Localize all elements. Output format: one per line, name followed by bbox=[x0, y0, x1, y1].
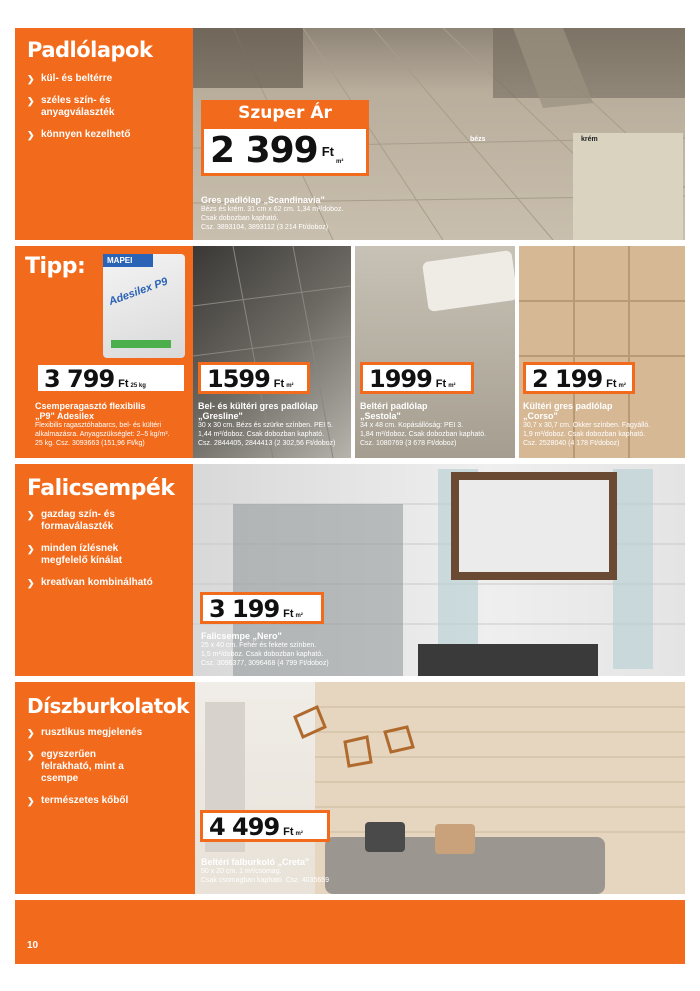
product-line: 30,7 x 30,7 cm. Okker színben. Fagyálló. bbox=[523, 422, 651, 429]
product-line: Csz. 2528040 (4 178 Ft/doboz) bbox=[523, 440, 620, 447]
feature-item: ❯ gazdag szín- és formaválaszték bbox=[27, 509, 142, 533]
price-value: 4 499 bbox=[209, 813, 280, 841]
product-line: Bézs és krém. 31 cm x 62 cm. 1,34 m²/doboz. bbox=[201, 206, 344, 213]
price-tag bbox=[198, 362, 310, 394]
feature-item: ❯ minden ízlésnek megfelelő kínálat bbox=[27, 543, 142, 567]
feature-list bbox=[27, 727, 147, 817]
product-line: Csz. 2844405, 2844413 (2 302,56 Ft/doboz) bbox=[198, 440, 336, 447]
swatch-label-beige: bézs bbox=[470, 136, 486, 143]
product-line: 50 x 20 cm. 1 m²/csomag. bbox=[201, 868, 282, 875]
price-value: 2 199 bbox=[532, 365, 603, 393]
product-line: Csak csomagban kapható. Csz. 4035659 bbox=[201, 877, 330, 884]
price-currency: Ft bbox=[273, 378, 285, 390]
price-currency: Ft bbox=[321, 143, 335, 159]
product-line: 30 x 30 cm. Bézs és szürke színben. PEI 5. bbox=[198, 422, 334, 429]
price-value: 2 399 bbox=[210, 130, 318, 171]
price-tag bbox=[360, 362, 474, 394]
towel-graphic bbox=[422, 250, 515, 312]
product-line: Csak dobozban kapható. bbox=[201, 215, 279, 222]
price-unit: m² bbox=[286, 383, 294, 389]
product-title: Beltéri padlólap bbox=[360, 401, 428, 411]
price-unit: 25 kg bbox=[130, 383, 146, 389]
price-currency: Ft bbox=[283, 608, 294, 620]
section-floor-tiles bbox=[15, 28, 685, 240]
section-decorative-cladding bbox=[15, 682, 685, 894]
section-heading: Tipp: bbox=[25, 254, 86, 279]
price-tag bbox=[200, 592, 324, 624]
product-title: Gres padlólap „Scandinavia" bbox=[201, 195, 325, 205]
product-description bbox=[360, 401, 515, 448]
product-title: Csemperagasztó flexibilis bbox=[35, 401, 146, 411]
price-tag bbox=[35, 362, 187, 394]
product-title-line2: „P9" Adesilex bbox=[35, 411, 94, 421]
price-value: 1599 bbox=[207, 365, 270, 393]
feature-item: ❯ rusztikus megjelenés bbox=[27, 727, 147, 739]
product-line: alkalmazásra. Anyagszükséglet: 2–5 kg/m². bbox=[35, 431, 170, 438]
adhesive-bag-image bbox=[103, 254, 185, 358]
product-title-line2: „Gresline" bbox=[198, 411, 243, 421]
price-unit: m² bbox=[336, 159, 344, 165]
super-price-badge: Szuper Ár bbox=[201, 100, 369, 126]
price-tag bbox=[201, 126, 369, 176]
price-unit: m² bbox=[295, 613, 303, 619]
product-description bbox=[198, 401, 353, 448]
product-title: Beltéri falburkoló „Creta" bbox=[201, 857, 310, 867]
product-line: 34 x 48 cm. Kopásállóság: PEI 3. bbox=[360, 422, 464, 429]
product-line: 25 kg. Csz. 3093663 (151,96 Ft/kg) bbox=[35, 440, 145, 447]
product-line: Csz. 1080769 (3 678 Ft/doboz) bbox=[360, 440, 457, 447]
product-line: 1,84 m²/doboz. Csak dobozban kapható. bbox=[360, 431, 487, 438]
feature-list bbox=[27, 509, 153, 599]
price-unit: m² bbox=[295, 831, 303, 837]
feature-item: ❯ széles szín- és anyagválaszték bbox=[27, 95, 137, 119]
price-currency: Ft bbox=[435, 378, 447, 390]
product-line: 1,44 m²/doboz. Csak dobozban kapható. bbox=[198, 431, 325, 438]
swatch-label-cream: krém bbox=[581, 136, 598, 143]
price-unit: m² bbox=[618, 383, 626, 389]
product-title: Kültéri gres padlólap bbox=[523, 401, 613, 411]
page-number: 10 bbox=[27, 940, 39, 951]
section-heading: Padlólapok bbox=[27, 38, 153, 62]
feature-list bbox=[27, 73, 137, 151]
price-value: 1999 bbox=[369, 365, 432, 393]
product-description bbox=[201, 631, 329, 668]
product-title: Bel- és kültéri gres padlólap bbox=[198, 401, 319, 411]
section-tips bbox=[15, 246, 685, 458]
product-title-line2: „Corso" bbox=[523, 411, 558, 421]
price-tag bbox=[523, 362, 635, 394]
product-title: Falicsempe „Nero" bbox=[201, 631, 282, 641]
product-title-line2: „Sestola" bbox=[360, 411, 401, 421]
product-description bbox=[201, 195, 343, 232]
price-value: 3 799 bbox=[44, 365, 115, 393]
feature-item: ❯ könnyen kezelhető bbox=[27, 129, 137, 141]
product-line: Csz. 3096377, 3096468 (4 799 Ft/doboz) bbox=[201, 660, 329, 667]
feature-item: ❯ kreatívan kombinálható bbox=[27, 577, 153, 589]
product-line: 25 x 40 cm. Fehér és fekete színben. bbox=[201, 642, 317, 649]
price-tag bbox=[200, 810, 330, 842]
product-line: 1,5 m²/doboz. Csak dobozban kapható. bbox=[201, 651, 324, 658]
product-description bbox=[523, 401, 683, 448]
product-description bbox=[201, 857, 329, 885]
bag-brand: MAPEI bbox=[103, 254, 153, 267]
section-heading: Falicsempék bbox=[27, 476, 175, 501]
product-line: Flexibilis ragasztóhabarcs, bel- és kültéri bbox=[35, 422, 162, 429]
price-unit: m² bbox=[448, 383, 456, 389]
bag-stripe bbox=[111, 340, 171, 348]
product-line: Csz. 3893104, 3893112 (3 214 Ft/doboz) bbox=[201, 224, 329, 231]
feature-item: ❯ egyszerűen felrakható, mint a csempe bbox=[27, 749, 147, 785]
footer-bar bbox=[15, 900, 685, 964]
bag-name: Adesilex P9 bbox=[107, 275, 170, 308]
price-currency: Ft bbox=[283, 826, 294, 838]
price-value: 3 199 bbox=[209, 595, 280, 623]
feature-item: ❯ természetes kőből bbox=[27, 795, 147, 807]
product-line: 1,9 m²/doboz. Csak dobozban kapható. bbox=[523, 431, 646, 438]
price-currency: Ft bbox=[118, 378, 129, 390]
section-heading: Díszburkolatok bbox=[27, 694, 189, 718]
feature-item: ❯ kül- és beltérre bbox=[27, 73, 137, 85]
section-wall-tiles bbox=[15, 464, 685, 676]
price-currency: Ft bbox=[606, 378, 617, 390]
product-description bbox=[35, 401, 190, 448]
